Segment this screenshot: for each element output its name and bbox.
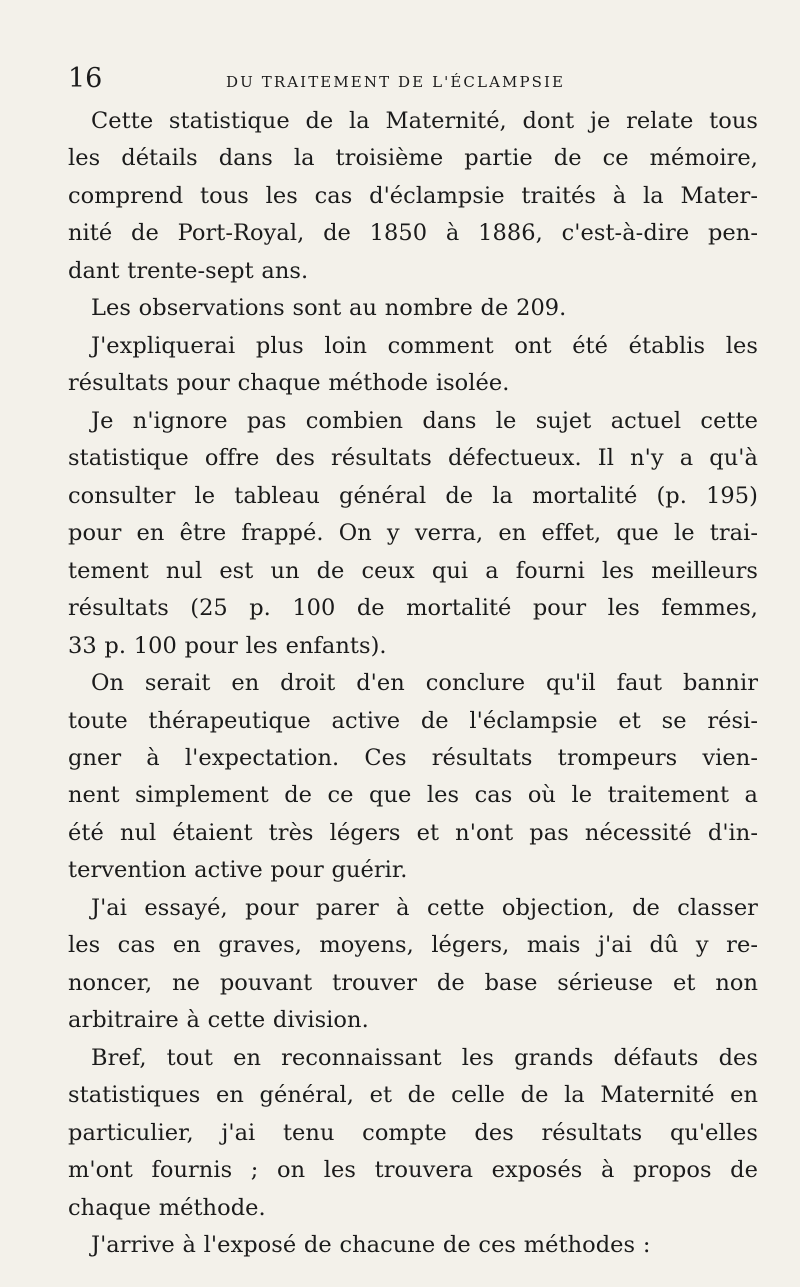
text-line: J'expliquerai plus loin comment ont été établis les	[91, 332, 758, 359]
text-line: tement nul est un de ceux qui a fourni les meilleurs	[68, 557, 758, 584]
text-line: dant trente-sept ans.	[68, 257, 309, 284]
text-line: noncer, ne pouvant trouver de base sérieuse et non	[68, 969, 758, 996]
text-line: On serait en droit d'en conclure qu'il faut bannir	[91, 670, 758, 697]
running-title: DU TRAITEMENT DE L'ÉCLAMPSIE	[226, 73, 566, 91]
text-line: résultats (25 p. 100 de mortalité pour les femmes,	[68, 595, 758, 622]
text-line: tervention active pour guérir.	[68, 857, 408, 884]
text-line: J'arrive à l'exposé de chacune de ces méthodes :	[91, 1232, 651, 1259]
text-line: arbitraire à cette division.	[68, 1007, 369, 1034]
text-line: les cas en graves, moyens, légers, mais j'ai dû y re-	[68, 932, 758, 959]
text-line: consulter le tableau général de la mortalité (p. 195)	[68, 482, 758, 509]
page-header	[68, 64, 758, 98]
text-line: les détails dans la troisième partie de ce mémoire,	[68, 145, 758, 172]
text-line: particulier, j'ai tenu compte des résultats qu'elles	[68, 1119, 758, 1146]
text-line: comprend tous les cas d'éclampsie traités à la Mater-	[68, 182, 758, 209]
text-line: J'ai essayé, pour parer à cette objection, de classer	[91, 894, 758, 921]
text-line: nent simplement de ce que les cas où le traitement a	[68, 782, 758, 809]
text-line: Bref, tout en reconnaissant les grands défauts des	[91, 1044, 758, 1071]
text-line: 33 p. 100 pour les enfants).	[68, 632, 387, 659]
text-line: m'ont fournis ; on les trouvera exposés à propos de	[68, 1157, 758, 1184]
text-line: Je n'ignore pas combien dans le sujet actuel cette	[91, 407, 758, 434]
body-text	[68, 103, 758, 1265]
text-line: gner à l'expectation. Ces résultats trompeurs vien-	[68, 744, 758, 771]
text-line: Cette statistique de la Maternité, dont je relate tous	[91, 108, 758, 134]
text-line: toute thérapeutique active de l'éclampsie et se rési-	[68, 707, 758, 734]
text-line: Les observations sont au nombre de 209.	[91, 295, 567, 322]
page-number: 16	[68, 63, 103, 94]
text-line: pour en être frappé. On y verra, en effet, que le trai-	[68, 520, 758, 547]
text-line: été nul étaient très légers et n'ont pas nécessité d'in-	[68, 819, 758, 846]
text-line: statistiques en général, et de celle de la Maternité en	[68, 1082, 758, 1109]
text-line: nité de Port-Royal, de 1850 à 1886, c'est-à-dire pen-	[68, 220, 758, 247]
text-line: résultats pour chaque méthode isolée.	[68, 370, 510, 397]
text-line: chaque méthode.	[68, 1194, 266, 1221]
text-line: statistique offre des résultats défectueux. Il n'y a qu'à	[68, 445, 758, 472]
